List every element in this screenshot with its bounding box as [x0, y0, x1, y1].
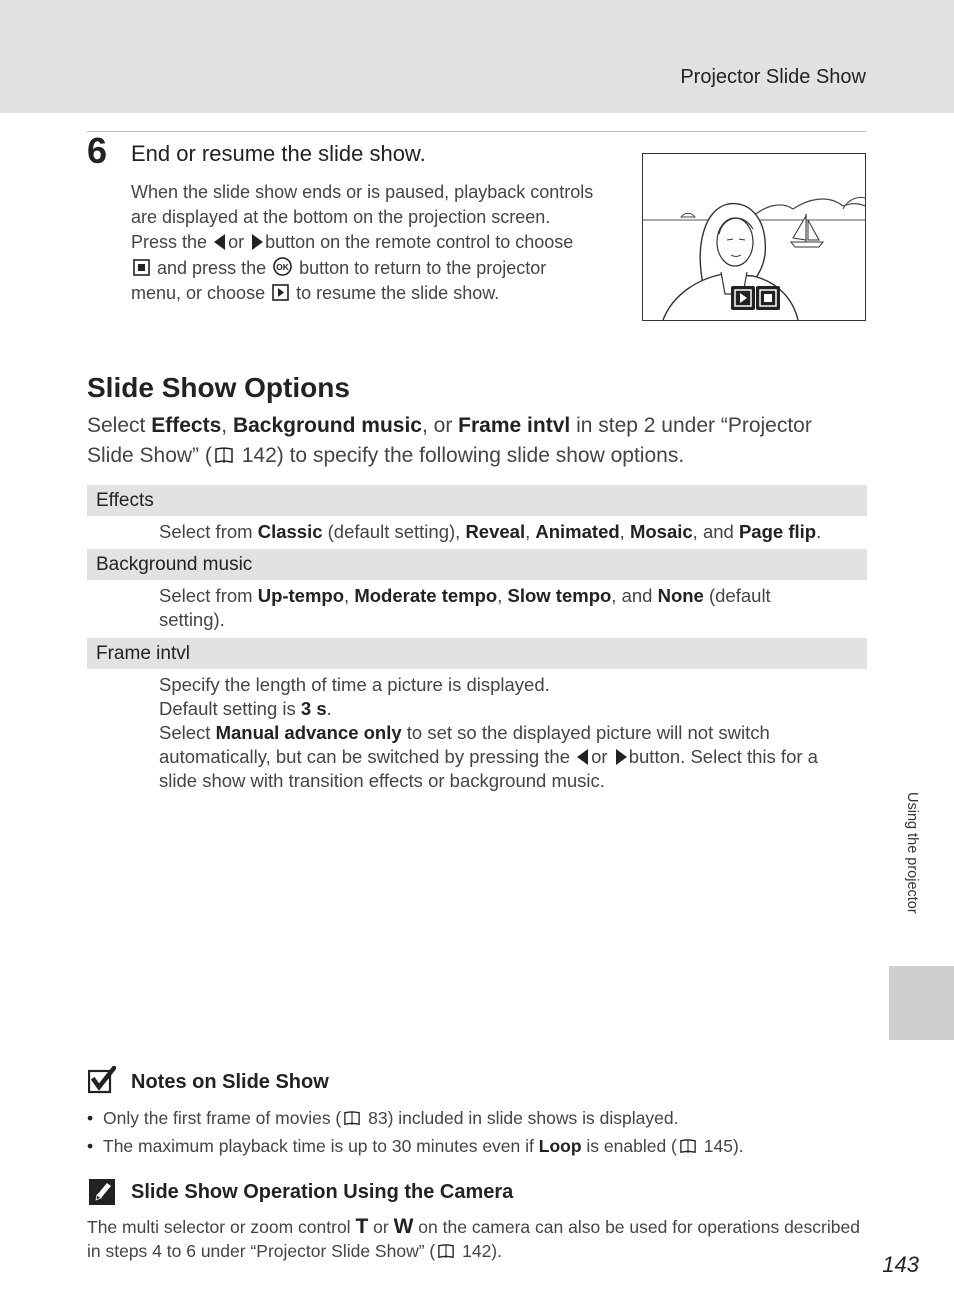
option-bg-music-label: Background music	[87, 549, 867, 580]
zoom-wide-key: W	[393, 1215, 414, 1238]
step-line: Press the or button on the remote control to choose	[131, 232, 574, 253]
list-item: • The maximum playback time is up to 30 minutes even if Loop is enabled ( 145).	[87, 1136, 744, 1156]
step-title: End or resume the slide show.	[131, 141, 426, 166]
left-arrow-icon	[214, 234, 226, 250]
chapter-tab	[889, 966, 954, 1040]
left-arrow-icon	[577, 749, 589, 765]
notes-title: Notes on Slide Show	[131, 1071, 329, 1093]
ok-button-icon	[273, 257, 292, 276]
running-header: Projector Slide Show	[680, 66, 866, 88]
notes-list	[87, 1105, 867, 1161]
header-rule	[87, 131, 866, 132]
check-icon	[88, 1066, 116, 1094]
camera-operation-title: Slide Show Operation Using the Camera	[131, 1181, 514, 1203]
section-title: Slide Show Options	[87, 372, 350, 403]
book-ref-icon	[343, 1110, 361, 1126]
option-bg-music-text: Select from Up-tempo, Moderate tempo, Slow tempo, and None (default setting).	[159, 585, 771, 630]
list-item: • Only the first frame of movies ( 83) included in slide shows is displayed.	[87, 1108, 679, 1128]
option-effects-label: Effects	[87, 485, 867, 516]
book-ref-icon	[437, 1243, 455, 1259]
play-icon	[272, 284, 289, 301]
step-number: 6	[87, 130, 108, 171]
right-arrow-icon	[615, 749, 627, 765]
projection-screen-image	[642, 153, 866, 321]
right-arrow-icon	[251, 234, 263, 250]
svg-text:OK: OK	[276, 261, 289, 272]
book-ref-icon	[679, 1138, 697, 1154]
stop-icon	[133, 259, 150, 276]
step-body	[131, 180, 621, 306]
step-line: are displayed at the bottom on the projection screen.	[131, 207, 551, 228]
camera-operation-body: The multi selector or zoom control T or W on the camera can also be used for operations described in steps 4 to 6 under “Projector Slide Show” ( 142).	[87, 1215, 860, 1261]
option-effects-text: Select from Classic (default setting), Reveal, Animated, Mosaic, and Page flip.	[159, 521, 822, 542]
section-intro: Select Effects, Background music, or Frame intvl in step 2 under “Projector Slide Show” ( 142) to specify the following slide show options.	[87, 414, 812, 467]
side-chapter-label: Using the projector	[904, 792, 920, 914]
page-number: 143	[882, 1252, 919, 1277]
header-band	[0, 0, 954, 113]
pencil-icon	[88, 1178, 116, 1206]
book-ref-icon	[214, 446, 234, 464]
step-line: When the slide show ends or is paused, playback controls	[131, 182, 594, 202]
option-frame-intvl-text: Specify the length of time a picture is displayed. Default setting is 3 s. Select Manual advance only to set so the displayed picture will not switch automatically, but can be switched by pressing the or button. Select this for a slide show with transition effects or background music.	[159, 674, 818, 791]
zoom-tele-key: T	[355, 1215, 369, 1238]
step-line: menu, or choose to resume the slide show.	[131, 282, 500, 303]
option-frame-intvl-label: Frame intvl	[87, 638, 867, 669]
step-line: and press the OK button to return to the projector	[131, 256, 621, 281]
